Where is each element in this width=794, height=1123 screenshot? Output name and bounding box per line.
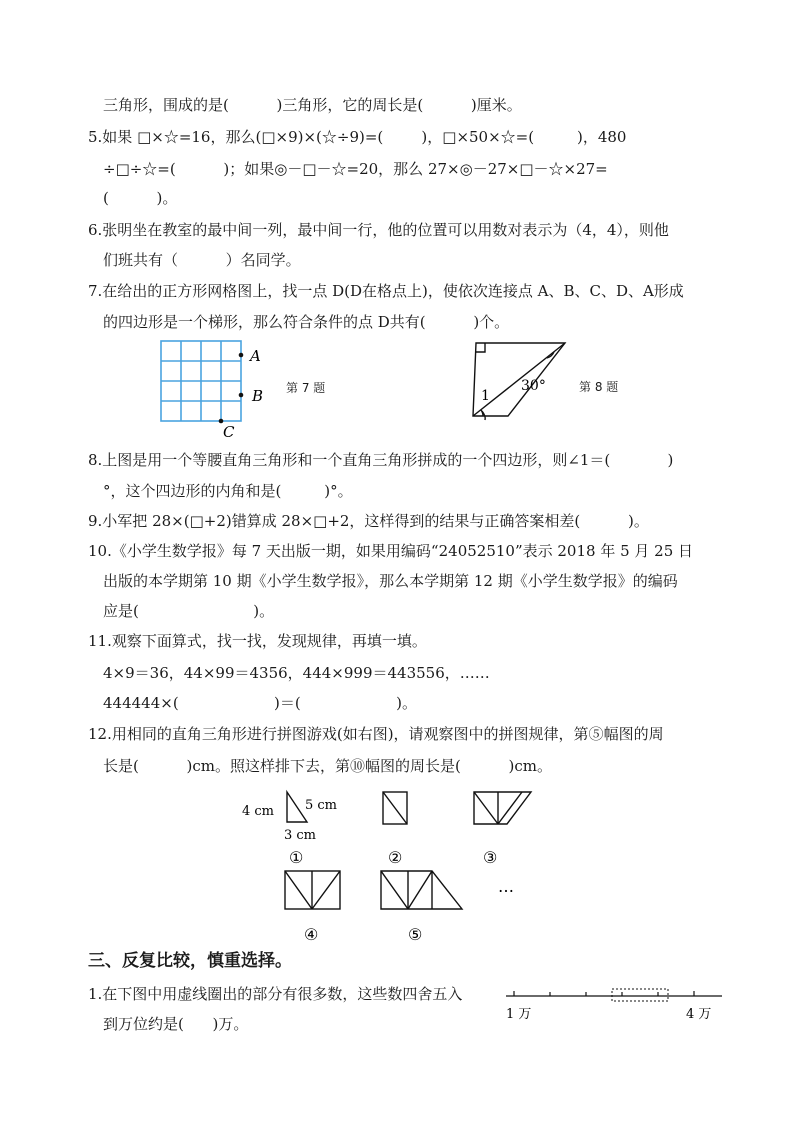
pattern-label-3: ③: [483, 848, 498, 867]
label-c: C: [223, 423, 235, 441]
q5-line-2: ÷□÷☆=( )；如果◎－□－☆=20，那么 27×◎－27×□－☆×27=: [103, 160, 608, 178]
number-line-figure: [500, 982, 728, 1026]
q8-quadrilateral-figure: [466, 338, 576, 428]
ellipsis: …: [498, 877, 514, 896]
dashed-range-box: [612, 989, 668, 1001]
q10-line-3: 应是( )。: [103, 602, 275, 620]
q8-figure-caption: 第 8 题: [579, 380, 619, 394]
q12-line-1: 12.用相同的直角三角形进行拼图游戏(如右图)，请观察图中的拼图规律，第⑤幅图的周: [88, 725, 664, 743]
q10-line-2: 出版的本学期第 10 期《小学生数学报》，那么本学期第 12 期《小学生数学报》的编码: [103, 572, 678, 590]
q12-triangle-pattern-figure: [236, 786, 536, 946]
pattern-label-5: ⑤: [408, 925, 423, 944]
number-line-left-label: 1 万: [506, 1007, 532, 1022]
point-a: [239, 353, 244, 358]
q10-line-1: 10.《小学生数学报》每 7 天出版一期，如果用编码“24052510”表示 2018 年 5 月 25 日: [88, 542, 694, 560]
q6-line-2: 们班共有（ ）名同学。: [103, 251, 301, 269]
point-b: [239, 393, 244, 398]
pattern-label-4: ④: [304, 925, 319, 944]
side-5cm-label: 5 cm: [305, 798, 338, 813]
q11-line-1: 11.观察下面算式，找一找，发现规律，再填一填。: [88, 632, 427, 650]
pattern-1: [287, 792, 307, 822]
q4-continuation-line: 三角形，围成的是( )三角形，它的周长是( )厘米。: [103, 96, 522, 114]
q7-line-2: 的四边形是一个梯形，那么符合条件的点 D共有( )个。: [103, 313, 510, 331]
s3-q1-line-1: 1.在下图中用虚线圈出的部分有很多数，这些数四舍五入: [88, 985, 463, 1003]
label-b: B: [252, 387, 264, 405]
angle-1-label: 1: [481, 388, 490, 404]
pattern-5: [381, 871, 462, 909]
q11-line-2: 4×9＝36，44×99＝4356，444×999＝443556，……: [103, 664, 490, 682]
q8-line-2: °，这个四边形的内角和是( )°。: [103, 482, 353, 500]
angle-30-label: 30°: [521, 378, 546, 394]
q9-line: 9.小军把 28×(□+2)错算成 28×□+2，这样得到的结果与正确答案相差( )。: [88, 512, 649, 530]
q7-figure-caption: 第 7 题: [286, 381, 326, 395]
section-3-title: 三、反复比较，慎重选择。: [88, 951, 292, 971]
side-4cm-label: 4 cm: [242, 804, 275, 819]
q6-line-1: 6.张明坐在教室的最中间一列，最中间一行，他的位置可以用数对表示为（4，4），则他: [88, 221, 669, 239]
pattern-label-1: ①: [289, 848, 304, 867]
q5-line-1: 5.如果 □×☆=16，那么(□×9)×(☆÷9)=( )，□×50×☆=( )，480: [88, 128, 627, 146]
q11-line-3: 444444×( )＝( )。: [103, 694, 417, 712]
s3-q1-line-2: 到万位约是( )万。: [103, 1015, 249, 1033]
number-line-right-label: 4 万: [686, 1007, 712, 1022]
pattern-4: [285, 871, 340, 909]
q5-line-3: ( )。: [103, 189, 178, 207]
q7-line-1: 7.在给出的正方形网格图上，找一点 D(D在格点上)，使依次连接点 A、B、C、D、A形成: [88, 282, 684, 300]
pattern-label-2: ②: [388, 848, 403, 867]
pattern-3: [474, 792, 531, 824]
q7-grid-figure: [155, 336, 275, 442]
label-a: A: [250, 347, 261, 365]
q12-line-2: 长是( )cm。照这样排下去，第⑩幅图的周长是( )cm。: [103, 757, 553, 775]
side-3cm-label: 3 cm: [284, 828, 317, 843]
q8-line-1: 8.上图是用一个等腰直角三角形和一个直角三角形拼成的一个四边形，则∠1＝( ): [88, 451, 674, 469]
